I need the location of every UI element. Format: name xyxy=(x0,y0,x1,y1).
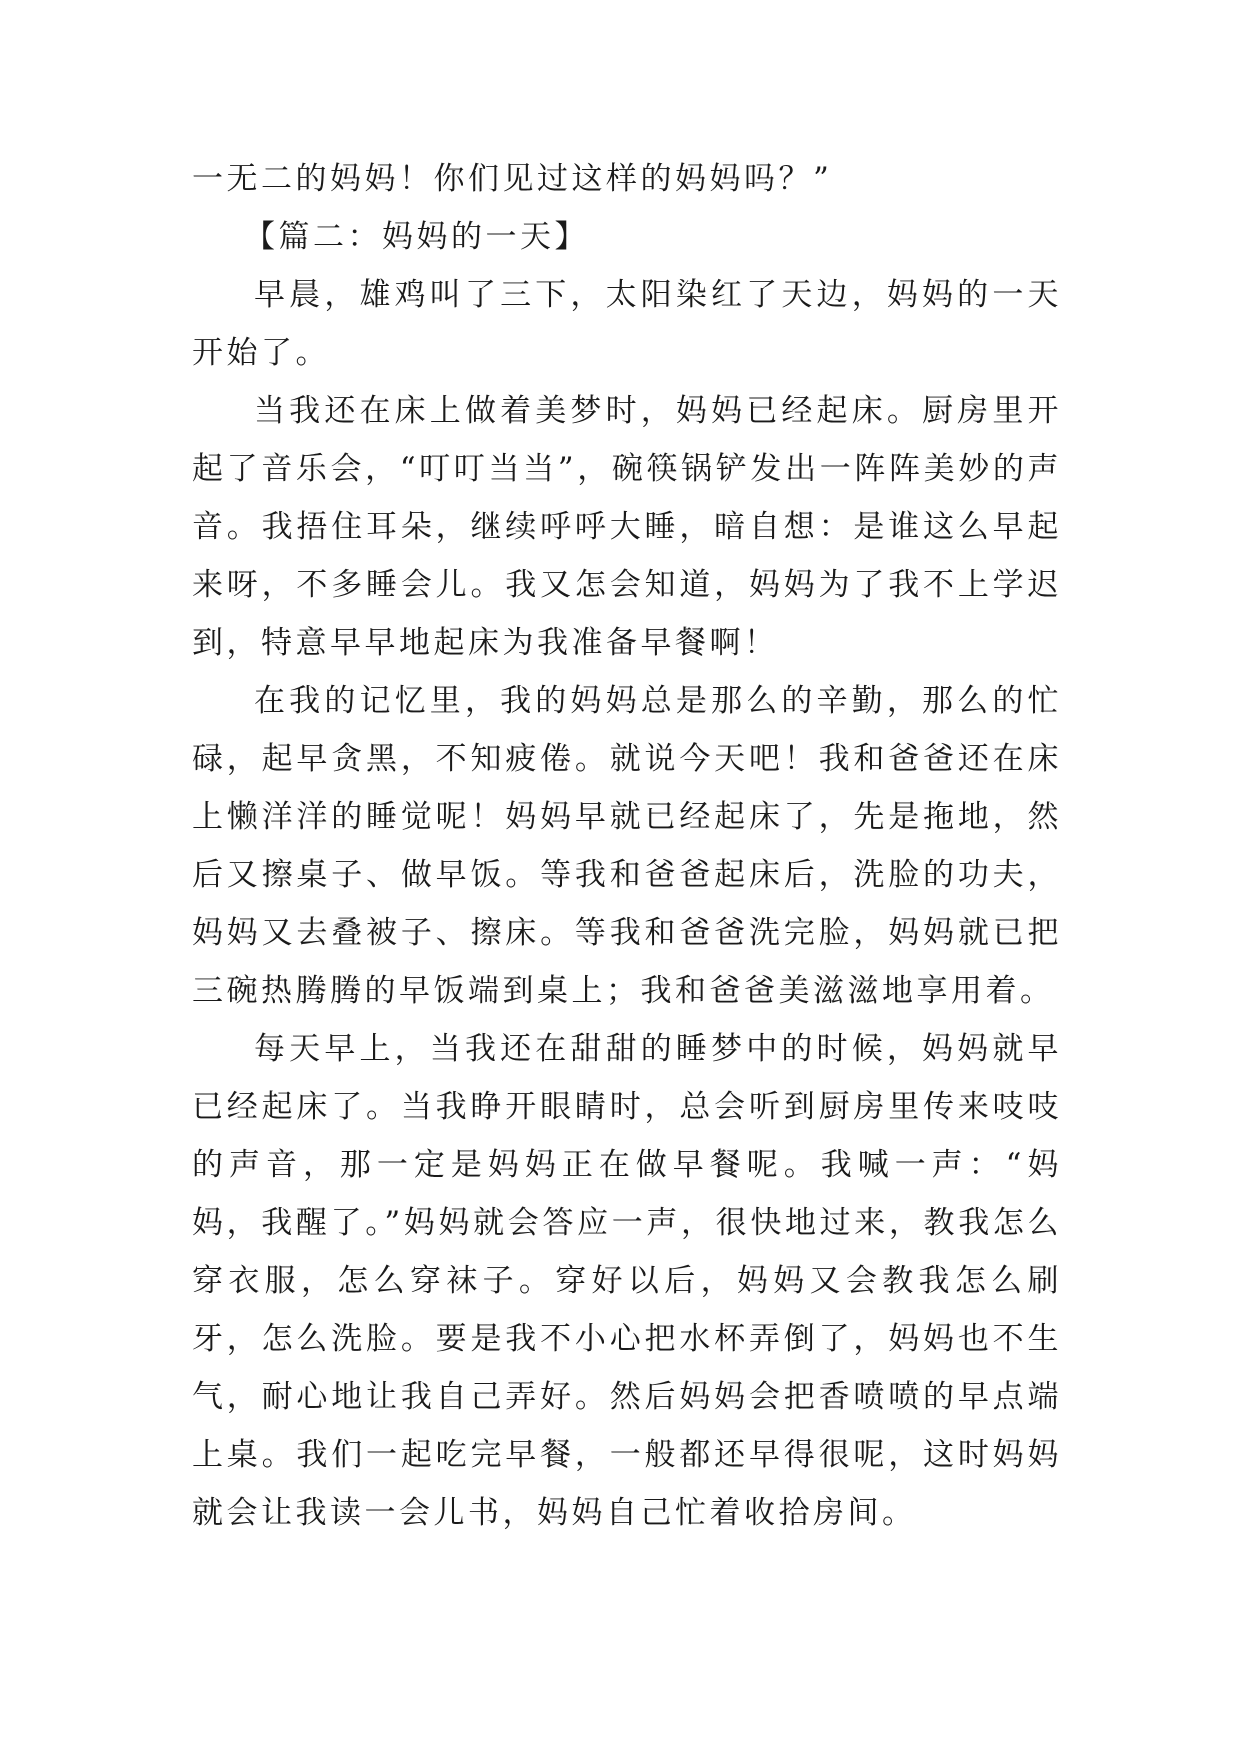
paragraph-continuation: 一无二的妈妈！你们见过这样的妈妈吗？” xyxy=(192,161,833,197)
section-heading: 【篇二：妈妈的一天】 xyxy=(244,219,589,255)
paragraph: 在我的记忆里，我的妈妈总是那么的辛勤，那么的忙碌，起早贪黑，不知疲倦。就说今天吧！我和爸爸还在床上懒洋洋的睡觉呢！妈妈早就已经起床了，先是拖地，然后又擦桌子、做早饭。等我和爸爸起床后，洗脸的功夫，妈妈又去叠被子、擦床。等我和爸爸洗完脸，妈妈就已把三碗热腾腾的早饭端到桌上；我和爸爸美滋滋地享用着。 xyxy=(192,683,1062,1009)
document-body xyxy=(192,150,1062,1542)
paragraph: 每天早上，当我还在甜甜的睡梦中的时候，妈妈就早已经起床了。当我睁开眼睛时，总会听到厨房里传来吱吱的声音，那一定是妈妈正在做早餐呢。我喊一声：“妈妈，我醒了。”妈妈就会答应一声，很快地过来，教我怎么穿衣服，怎么穿袜子。穿好以后，妈妈又会教我怎么刷牙，怎么洗脸。要是我不小心把水杯弄倒了，妈妈也不生气，耐心地让我自己弄好。然后妈妈会把香喷喷的早点端上桌。我们一起吃完早餐，一般都还早得很呢，这时妈妈就会让我读一会儿书，妈妈自己忙着收拾房间。 xyxy=(192,1031,1062,1531)
paragraph: 早晨，雄鸡叫了三下，太阳染红了天边，妈妈的一天开始了。 xyxy=(192,277,1062,371)
paragraph: 当我还在床上做着美梦时，妈妈已经起床。厨房里开起了音乐会，“叮叮当当”，碗筷锅铲发出一阵阵美妙的声音。我捂住耳朵，继续呼呼大睡，暗自想：是谁这么早起来呀，不多睡会儿。我又怎会知道，妈妈为了我不上学迟到，特意早早地起床为我准备早餐啊！ xyxy=(192,393,1062,661)
